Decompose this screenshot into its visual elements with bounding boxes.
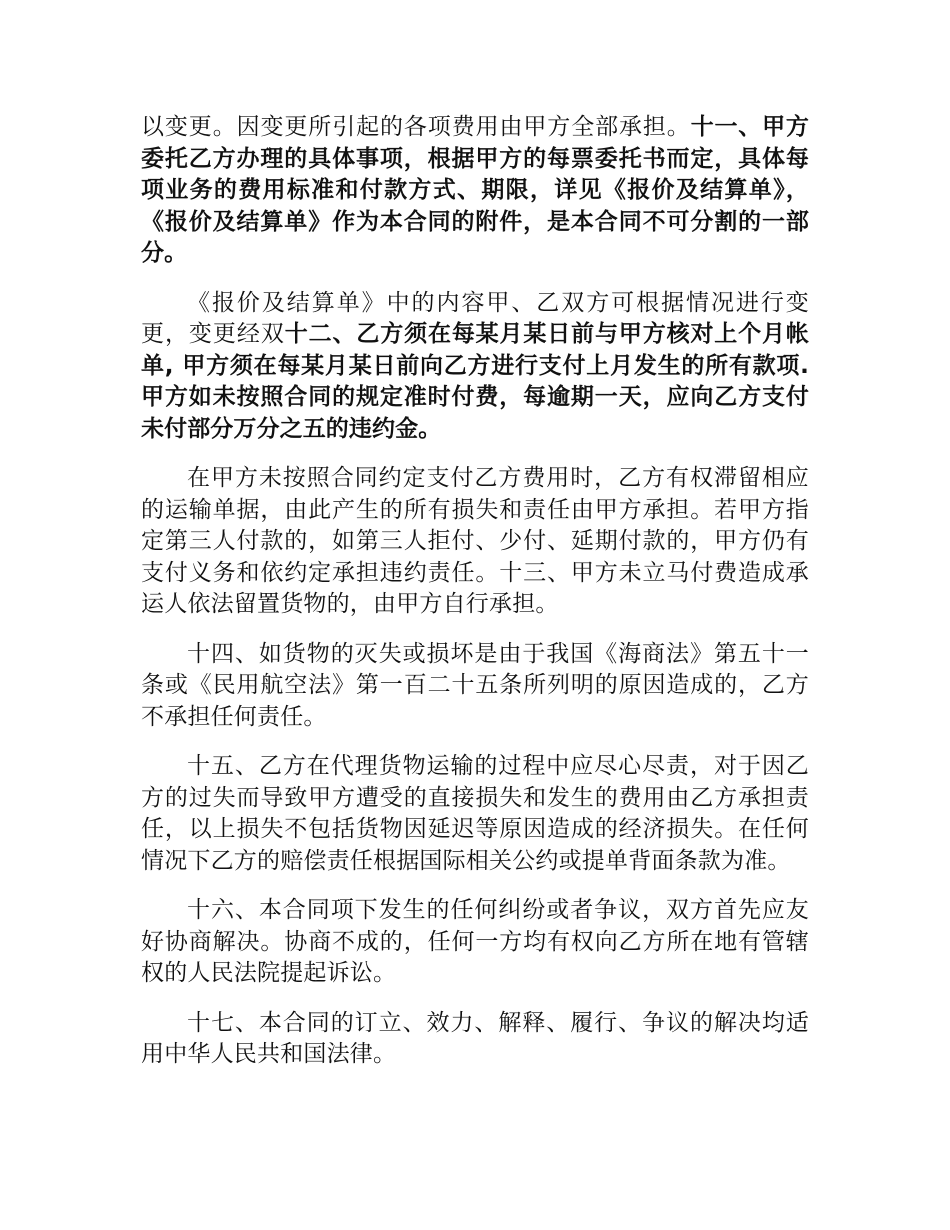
paragraph-text: 十五、乙方在代理货物运输的过程中应尽心尽责，对于因乙方的过失而导致甲方遭受的直接损失和发生的费用由乙方承担责任，以上损失不包括货物因延迟等原因造成的经济损失。在任何情况下乙方的赔偿责任根据国际相关公约或提单背面条款为准。 xyxy=(141,753,809,874)
paragraph-clause-11 xyxy=(141,112,809,270)
paragraph-text: 《报价及结算单》中的内容甲、乙双方可根据情况进行变更，变更经双 xyxy=(141,289,809,347)
paragraph-clause-15 xyxy=(141,751,809,877)
clause-11-bold-text: 十一、甲方委托乙方办理的具体事项，根据甲方的每票委托书而定，具体每项业务的费用标准和付款方式、期限，详见《报价及结算单》，《报价及结算单》作为本合同的附件，是本合同不可分割的一部分。 xyxy=(141,114,810,266)
paragraph-clause-16 xyxy=(141,895,809,990)
paragraph-text: 在甲方未按照合同约定支付乙方费用时，乙方有权滞留相应的运输单据，由此产生的所有损失和责任由甲方承担。若甲方指定第三人付款的，如第三人拒付、少付、延期付款的，甲方仍有支付义务和依约定承担违约责任。十三、甲方未立马付费造成承运人依法留置货物的，由甲方自行承担。 xyxy=(141,465,809,617)
paragraph-text: 十六、本合同项下发生的任何纠纷或者争议，双方首先应友好协商解决。协商不成的，任何一方均有权向乙方所在地有管辖权的人民法院提起诉讼。 xyxy=(141,897,809,986)
paragraph-text: 十七、本合同的订立、效力、解释、履行、争议的解决均适用中华人民共和国法律。 xyxy=(141,1009,809,1067)
paragraph-text: 十四、如货物的灭失或损坏是由于我国《海商法》第五十一条或《民用航空法》第一百二十五条所列明的原因造成的，乙方不承担任何责任。 xyxy=(141,640,809,730)
paragraph-text: 以变更。因变更所引起的各项费用由甲方全部承担。 xyxy=(141,114,691,140)
clause-12-bold-text: 十二、乙方须在每某月某日前与甲方核对上个月帐单, 甲方须在每某月某日前向乙方进行支付上月发生的所有款项. 甲方如未按照合同的规定准时付费，每逾期一天，应向乙方支付未付部分万分之五的违约金。 xyxy=(141,321,809,442)
paragraph-clause-14 xyxy=(141,639,809,734)
paragraph-clause-12 xyxy=(141,288,809,446)
document-body xyxy=(141,112,809,1089)
paragraph-clause-17 xyxy=(141,1008,809,1071)
paragraph-clause-13 xyxy=(141,463,809,621)
